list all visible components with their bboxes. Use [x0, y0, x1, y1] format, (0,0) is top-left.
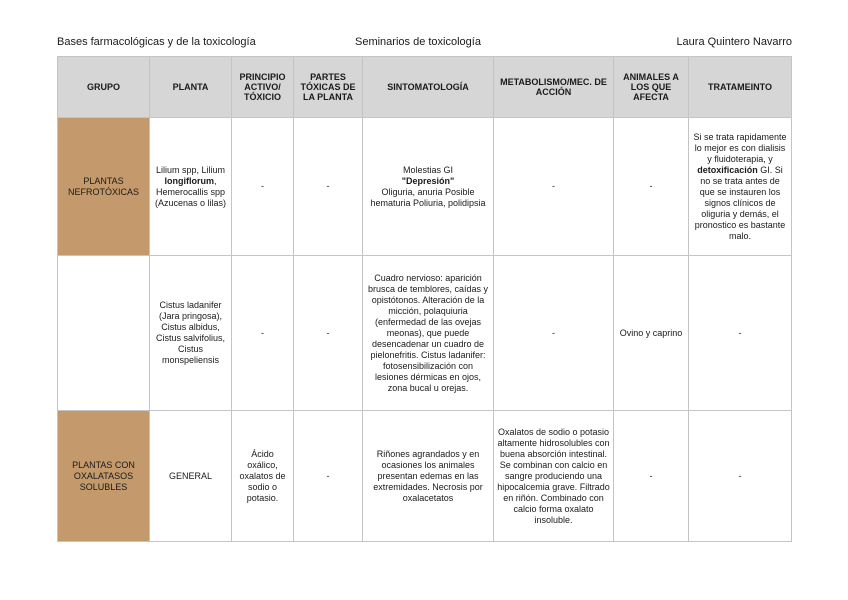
- column-header-partes: PARTES TÓXICAS DE LA PLANTA: [294, 57, 363, 118]
- table-row: [58, 118, 792, 256]
- cell-sintomatologia: [363, 118, 494, 256]
- cell-planta: [150, 118, 232, 256]
- cell-text-emphasis: "Depresión": [401, 175, 455, 186]
- cell-sintomatologia: Cuadro nervioso: aparición brusca de temblores, caídas y opistótonos. Alteración de la micción, polaquiuria (enfermedad de las ovejas meonas), que puede desencadenar un cuadro de pielonefritis. Cistus ladanifer: fotosensibilización con lesiones dérmicas en ojos, zona bucal u orejas.: [363, 256, 494, 411]
- header-author: Laura Quintero Navarro: [676, 36, 792, 48]
- header-section-title: Seminarios de toxicología: [355, 36, 481, 48]
- cell-planta: GENERAL: [150, 411, 232, 542]
- cell-tratamiento: -: [689, 411, 792, 542]
- cell-sintomatologia: Riñones agrandados y en ocasiones los animales presentan edemas en las extremidades. Necrosis por oxalacetatos: [363, 411, 494, 542]
- cell-animales: -: [614, 118, 689, 256]
- cell-text-emphasis: detoxificación: [697, 164, 758, 175]
- cell-grupo: PLANTAS NEFROTÓXICAS: [58, 118, 150, 256]
- cell-animales: Ovino y caprino: [614, 256, 689, 411]
- toxicology-table: [57, 56, 792, 542]
- cell-text: Molestias GI: [402, 164, 453, 175]
- cell-partes: -: [294, 118, 363, 256]
- cell-principio: -: [232, 118, 294, 256]
- cell-partes: -: [294, 411, 363, 542]
- cell-text-emphasis: longiflorum: [164, 175, 214, 186]
- column-header-grupo: GRUPO: [58, 57, 150, 118]
- page-header: [57, 36, 792, 52]
- cell-tratamiento: [689, 118, 792, 256]
- cell-grupo: PLANTAS CON OXALATASOS SOLUBLES: [58, 411, 150, 542]
- cell-text: Lilium spp, Lilium: [155, 164, 226, 175]
- cell-planta: Cistus ladanifer (Jara pringosa), Cistus albidus, Cistus salvifolius, Cistus monspeliensis: [150, 256, 232, 411]
- cell-metabolismo: -: [494, 256, 614, 411]
- header-course-title: Bases farmacológicas y de la toxicología: [57, 36, 256, 48]
- cell-grupo: [58, 256, 150, 411]
- column-header-sintomatologia: SINTOMATOLOGÍA: [363, 57, 494, 118]
- cell-text: Si se trata rapidamente lo mejor es con dialisis y fluidoterapia, y: [693, 131, 787, 164]
- column-header-animales: ANIMALES A LOS QUE AFECTA: [614, 57, 689, 118]
- table-header-row: [58, 57, 792, 118]
- cell-animales: -: [614, 411, 689, 542]
- cell-partes: -: [294, 256, 363, 411]
- table-row: [58, 411, 792, 542]
- column-header-principio: PRINCIPIO ACTIVO/ TÓXICIO: [232, 57, 294, 118]
- cell-text: Oliguria, anuria Posible hematuria Poliuria, polidipsia: [370, 186, 486, 208]
- cell-text: , Hemerocallis spp (Azucenas o lilas): [154, 175, 227, 208]
- column-header-tratamiento: TRATAMEINTO: [689, 57, 792, 118]
- cell-text: GI. Si no se trata antes de que se instauren los signos clínicos de oliguria y demás, el pronostico es bastante malo.: [694, 164, 786, 241]
- column-header-planta: PLANTA: [150, 57, 232, 118]
- cell-metabolismo: Oxalatos de sodio o potasio altamente hidrosolubles con buena absorción intestinal. Se combinan con calcio en sangre produciendo una hipocalcemia grave. Filtrado en riñón. Combinado con calcio forma oxalato insoluble.: [494, 411, 614, 542]
- cell-tratamiento: -: [689, 256, 792, 411]
- cell-principio: Ácido oxálico, oxalatos de sodio o potasio.: [232, 411, 294, 542]
- cell-principio: -: [232, 256, 294, 411]
- cell-metabolismo: -: [494, 118, 614, 256]
- column-header-metabolismo: METABOLISMO/MEC. DE ACCIÓN: [494, 57, 614, 118]
- table-row: [58, 256, 792, 411]
